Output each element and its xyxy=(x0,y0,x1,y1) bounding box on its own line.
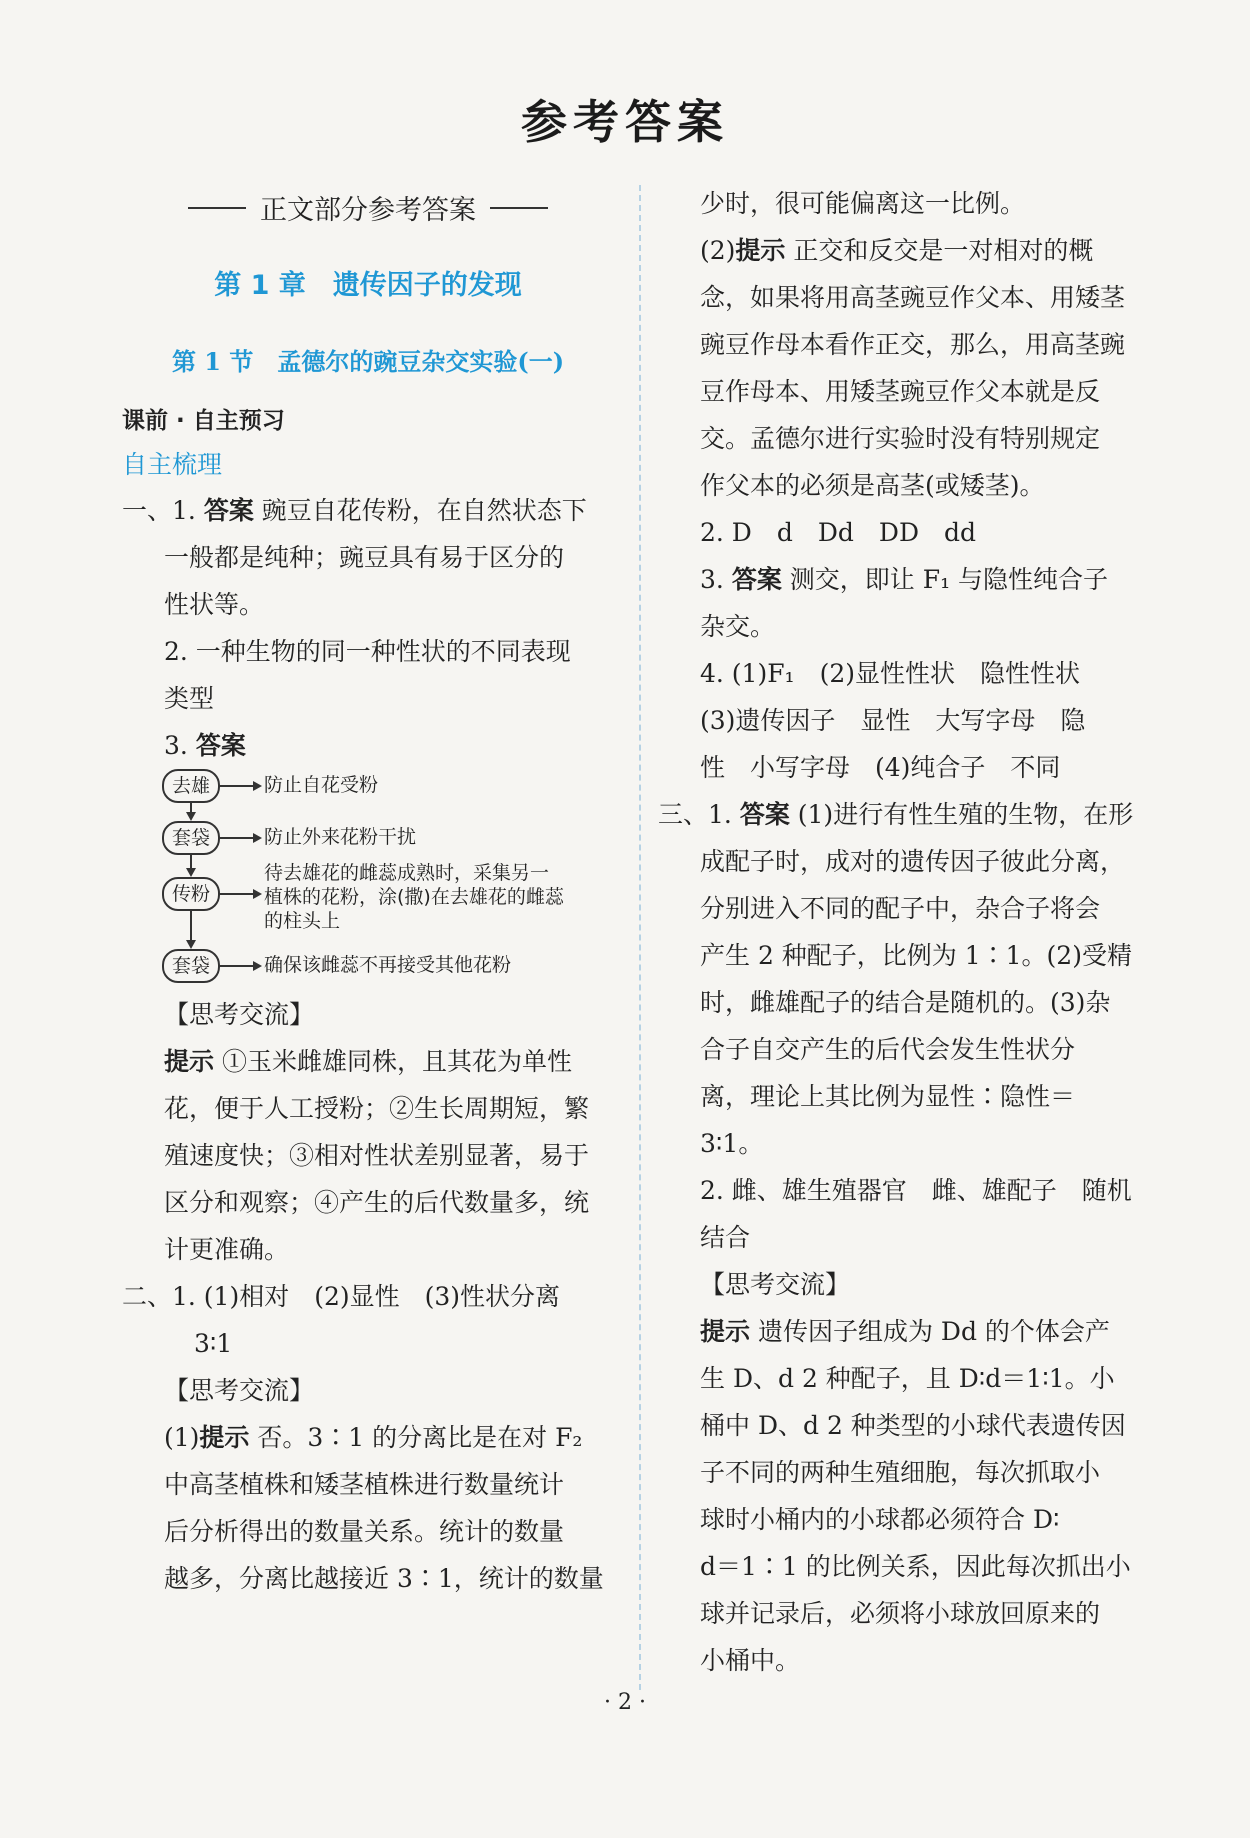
chapter-title: 第 1 章 遗传因子的发现 xyxy=(214,270,522,301)
answer-line: 合子自交产生的后代会发生性状分 xyxy=(700,1035,1076,1064)
diagram-text: 确保该雌蕊不再接受其他花粉 xyxy=(264,954,512,976)
review-heading: 自主梳理 xyxy=(122,450,223,479)
answer-1-3: 3. 答案 xyxy=(164,731,246,760)
answer-1-2: 2. 一种生物的同一种性状的不同表现 xyxy=(164,637,571,666)
answer-2-4: 4. (1)F₁ (2)显性性状 隐性性状 xyxy=(700,659,1080,688)
arrow-right-icon xyxy=(220,837,260,839)
answer-2-3: 3. 答案 测交，即让 F₁ 与隐性纯合子 xyxy=(700,565,1109,594)
answer-line: 后分析得出的数量关系。统计的数量 xyxy=(164,1517,565,1546)
answer-3-1: 三、1. 答案 (1)进行有性生殖的生物，在形 xyxy=(658,800,1134,829)
answer-line: 成配子时，成对的遗传因子彼此分离， xyxy=(700,847,1126,876)
answer-line: 杂交。 xyxy=(700,612,776,641)
section-title: 第 1 节 孟德尔的豌豆杂交实验(一) xyxy=(171,347,565,376)
left-column xyxy=(122,180,614,1602)
answer-line: 生 D、d 2 种配子，且 D∶d＝1∶1。小 xyxy=(700,1364,1115,1393)
arrow-down-icon xyxy=(190,803,192,819)
answer-1-1: 一、1. 答案 豌豆自花传粉，在自然状态下 xyxy=(122,496,587,525)
answer-line: 越多，分离比越接近 3∶1，统计的数量 xyxy=(164,1564,604,1593)
think-heading: 【思考交流】 xyxy=(164,1376,315,1405)
answer-3-2: 2. 雌、雄生殖器官 雌、雄配子 随机 xyxy=(700,1176,1132,1205)
answer-line: d＝1∶1 的比例关系，因此每次抓出小 xyxy=(700,1552,1131,1581)
answer-line: 结合 xyxy=(700,1223,751,1252)
answer-line: 球并记录后，必须将小球放回原来的 xyxy=(700,1599,1101,1628)
answer-line: 少时，很可能偏离这一比例。 xyxy=(700,189,1026,218)
diagram-text: 防止自花受粉 xyxy=(264,774,379,796)
answer-line: 交。孟德尔进行实验时没有特别规定 xyxy=(700,424,1101,453)
answer-line: 性 小写字母 (4)纯合子 不同 xyxy=(700,753,1061,782)
answer-line: 中高茎植株和矮茎植株进行数量统计 xyxy=(164,1470,565,1499)
column-divider xyxy=(639,185,641,1690)
diagram-node: 套袋 xyxy=(162,821,220,855)
answer-line: 时，雌雄配子的结合是随机的。(3)杂 xyxy=(700,988,1111,1017)
answer-2-1: 二、1. (1)相对 (2)显性 (3)性状分离 xyxy=(122,1282,561,1311)
diagram-node: 套袋 xyxy=(162,949,220,983)
answer-line: 小桶中。 xyxy=(700,1646,801,1675)
think-1: 提示 ①玉米雌雄同株，且其花为单性 xyxy=(164,1047,572,1076)
answer-line: 产生 2 种配子，比例为 1∶1。(2)受精 xyxy=(700,941,1132,970)
answer-line: 作父本的必须是高茎(或矮茎)。 xyxy=(700,471,1045,500)
diagram-text: 待去雄花的雌蕊成熟时，采集另一植株的花粉，涂(撒)在去雄花的雌蕊的柱头上 xyxy=(264,862,564,932)
think-3: 提示 遗传因子组成为 Dd 的个体会产 xyxy=(700,1317,1110,1346)
think-2: (1)提示 否。3∶1 的分离比是在对 F₂ xyxy=(164,1423,583,1452)
diagram-node: 传粉 xyxy=(162,877,220,911)
page-number: · 2 · xyxy=(604,1690,646,1715)
answer-line: 球时小桶内的小球都必须符合 D∶ xyxy=(700,1505,1060,1534)
think-heading: 【思考交流】 xyxy=(164,1000,315,1029)
answer-line: 计更准确。 xyxy=(164,1235,290,1264)
think-2-part2: (2)提示 正交和反交是一对相对的概 xyxy=(700,236,1094,265)
answer-line: 豆作母本、用矮茎豌豆作父本就是反 xyxy=(700,377,1101,406)
answer-line: 区分和观察；④产生的后代数量多，统 xyxy=(164,1188,590,1217)
preview-heading: 课前 · 自主预习 xyxy=(122,408,285,434)
arrow-right-icon xyxy=(220,785,260,787)
page-title: 参考答案 xyxy=(521,95,729,149)
arrow-right-icon xyxy=(220,893,260,895)
answer-line: 豌豆作母本看作正交，那么，用高茎豌 xyxy=(700,330,1126,359)
arrow-right-icon xyxy=(220,965,260,967)
answer-line: 3∶1。 xyxy=(700,1129,764,1158)
answer-line: 桶中 D、d 2 种类型的小球代表遗传因 xyxy=(700,1411,1126,1440)
diagram-node: 去雄 xyxy=(162,769,220,803)
arrow-down-icon xyxy=(190,911,192,947)
answer-line: 殖速度快；③相对性状差别显著，易于 xyxy=(164,1141,590,1170)
answer-2-2: 2. D d Dd DD dd xyxy=(700,518,976,547)
answer-line: 子不同的两种生殖细胞，每次抓取小 xyxy=(700,1458,1101,1487)
answer-line: (3)遗传因子 显性 大写字母 隐 xyxy=(700,706,1086,735)
pollination-diagram xyxy=(162,769,614,991)
answer-line: 3∶1 xyxy=(194,1329,233,1358)
arrow-down-icon xyxy=(190,855,192,875)
diagram-text: 防止外来花粉干扰 xyxy=(264,826,417,848)
answer-line: 性状等。 xyxy=(164,590,265,619)
answer-line: 花，便于人工授粉；②生长周期短，繁 xyxy=(164,1094,590,1123)
answer-line: 念，如果将用高茎豌豆作父本、用矮茎 xyxy=(700,283,1126,312)
section-heading: 正文部分参考答案 xyxy=(122,188,614,227)
think-heading: 【思考交流】 xyxy=(700,1270,851,1299)
answer-line: 离，理论上其比例为显性∶隐性＝ xyxy=(700,1082,1076,1111)
answer-line: 类型 xyxy=(164,684,215,713)
answer-line: 一般都是纯种；豌豆具有易于区分的 xyxy=(164,543,565,572)
right-column xyxy=(658,180,1155,1684)
answer-line: 分别进入不同的配子中，杂合子将会 xyxy=(700,894,1101,923)
